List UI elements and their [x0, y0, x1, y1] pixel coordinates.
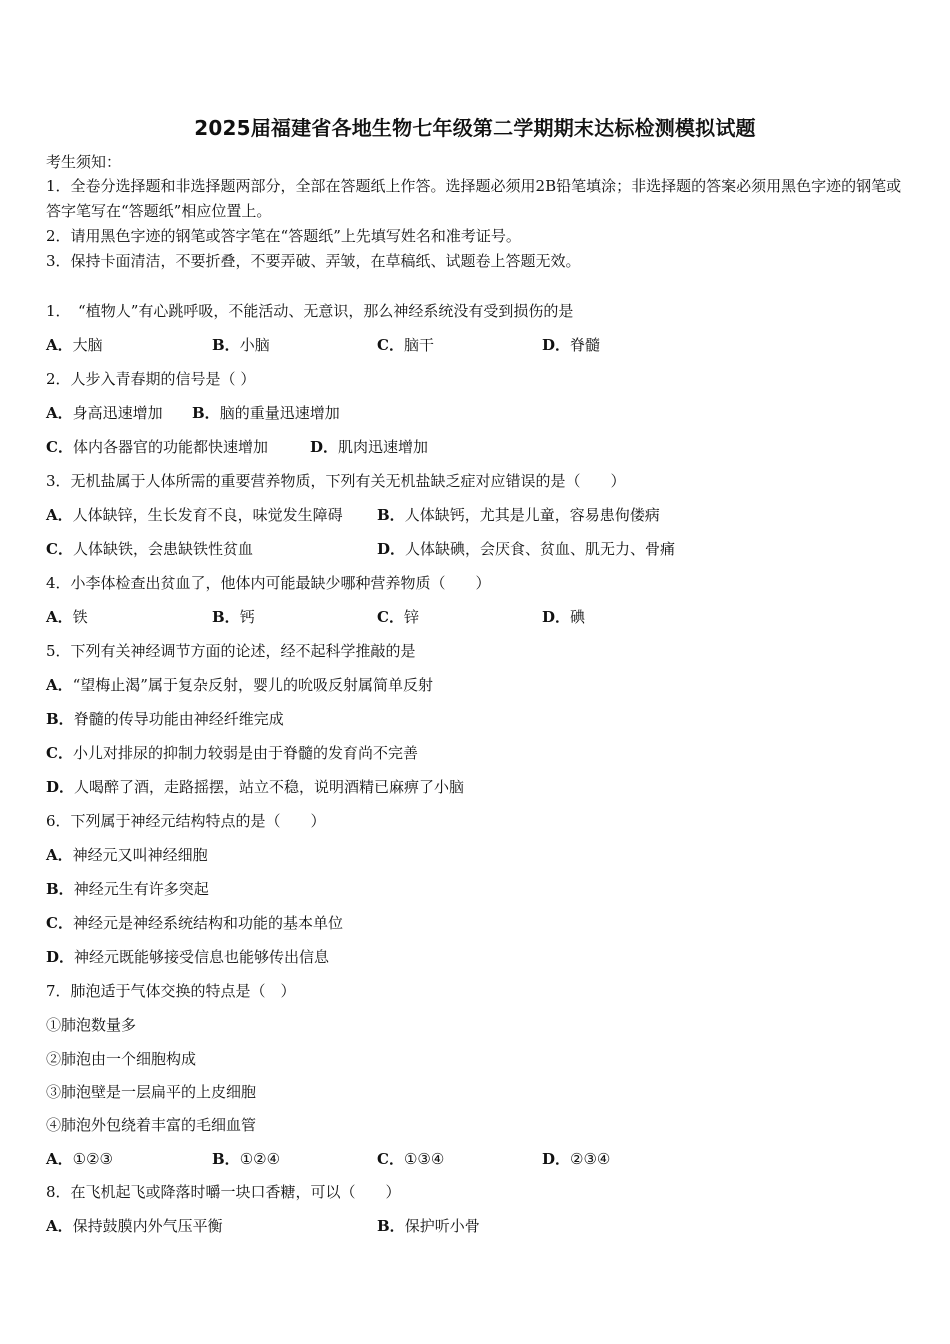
- question-1-option-c[interactable]: [377, 335, 434, 355]
- option-label: A．: [46, 846, 73, 864]
- question-6-option-c[interactable]: [46, 913, 343, 933]
- option-label: B．: [192, 404, 220, 422]
- question-7-option-a[interactable]: [46, 1149, 113, 1169]
- notice-item-3: 3．保持卡面清洁，不要折叠，不要弄破、弄皱，在草稿纸、试题卷上答题无效。: [46, 252, 581, 270]
- option-text: 人体缺锌，生长发育不良，味觉发生障碍: [72, 506, 343, 524]
- question-4-stem: 4．小李体检查出贫血了，他体内可能最缺少哪种营养物质（ ）: [46, 574, 491, 592]
- question-4-option-d[interactable]: [542, 607, 585, 627]
- question-6-stem: 6．下列属于神经元结构特点的是（ ）: [46, 812, 326, 830]
- option-text: 体内各器官的功能都快速增加: [72, 438, 268, 456]
- notice-item-2: 2．请用黑色字迹的钢笔或答字笔在“答题纸”上先填写姓名和准考证号。: [46, 227, 521, 245]
- option-text: 人体缺铁，会患缺铁性贫血: [72, 540, 253, 558]
- option-label: B．: [212, 608, 240, 626]
- question-5-option-d[interactable]: [46, 777, 464, 797]
- option-label: C．: [377, 608, 404, 626]
- question-8-stem: 8．在飞机起飞或降落时嚼一块口香糖，可以（ ）: [46, 1183, 401, 1201]
- question-7-stem: 7．肺泡适于气体交换的特点是（ ）: [46, 982, 296, 1000]
- option-text: 神经元既能够接受信息也能够传出信息: [74, 948, 330, 966]
- option-text: 肌肉迅速增加: [338, 438, 429, 456]
- notice-heading: 考生须知：: [46, 153, 122, 171]
- question-1-stem: 1． “植物人”有心跳呼吸，不能活动、无意识，那么神经系统没有受到损伤的是: [46, 302, 574, 320]
- notice-item-1: 1．全卷分选择题和非选择题两部分，全部在答题纸上作答。选择题必须用2B铅笔填涂；非选择题的答案必须用黑色字迹的钢笔或答字笔写在“答题纸”相应位置上。: [46, 177, 902, 220]
- question-5-stem: 5．下列有关神经调节方面的论述，经不起科学推敲的是: [46, 642, 416, 660]
- option-label: C．: [377, 336, 404, 354]
- option-label: D．: [46, 778, 75, 796]
- option-text: 锌: [403, 608, 419, 626]
- option-text: ①③④: [403, 1150, 445, 1168]
- question-6-option-a[interactable]: [46, 845, 208, 865]
- question-5-option-b[interactable]: [46, 709, 284, 729]
- option-text: 铁: [72, 608, 88, 626]
- question-2-stem: 2．人步入青春期的信号是（ ）: [46, 370, 256, 388]
- option-text: 脊髓: [570, 336, 601, 354]
- option-label: B．: [212, 1150, 240, 1168]
- question-7-statement-1: ①肺泡数量多: [46, 1016, 137, 1034]
- option-label: B．: [377, 506, 405, 524]
- option-text: 神经元是神经系统结构和功能的基本单位: [72, 914, 343, 932]
- option-text: 神经元又叫神经细胞: [72, 846, 208, 864]
- option-text: 大脑: [72, 336, 103, 354]
- option-text: 人体缺碘，会厌食、贫血、肌无力、骨痛: [405, 540, 676, 558]
- option-label: A．: [46, 336, 73, 354]
- option-text: “望梅止渴”属于复杂反射，婴儿的吮吸反射属简单反射: [72, 676, 433, 694]
- question-2-option-c[interactable]: [46, 437, 268, 457]
- question-7-statement-3: ③肺泡壁是一层扁平的上皮细胞: [46, 1083, 257, 1101]
- option-text: 人体缺钙，尤其是儿童，容易患佝偻病: [404, 506, 660, 524]
- page-title: 2025届福建省各地生物七年级第二学期期末达标检测模拟试题: [194, 116, 756, 140]
- question-6-option-d[interactable]: [46, 947, 329, 967]
- option-text: ①②④: [239, 1150, 281, 1168]
- option-label: C．: [46, 744, 73, 762]
- question-7-option-b[interactable]: [212, 1149, 280, 1169]
- option-label: A．: [46, 1150, 73, 1168]
- option-label: D．: [542, 1150, 571, 1168]
- question-3-stem: 3．无机盐属于人体所需的重要营养物质，下列有关无机盐缺乏症对应错误的是（ ）: [46, 472, 626, 490]
- option-label: B．: [46, 710, 74, 728]
- question-6-option-b[interactable]: [46, 879, 209, 899]
- option-label: B．: [212, 336, 240, 354]
- question-1-option-a[interactable]: [46, 335, 103, 355]
- option-label: B．: [377, 1217, 405, 1235]
- question-7-option-d[interactable]: [542, 1149, 610, 1169]
- option-label: A．: [46, 506, 73, 524]
- option-text: 小脑: [239, 336, 270, 354]
- option-label: C．: [377, 1150, 404, 1168]
- option-text: 人喝醉了酒，走路摇摆，站立不稳，说明酒精已麻痹了小脑: [74, 778, 465, 796]
- option-text: 身高迅速增加: [72, 404, 163, 422]
- question-2-option-d[interactable]: [310, 437, 428, 457]
- option-text: 小儿对排尿的抑制力较弱是由于脊髓的发育尚不完善: [72, 744, 418, 762]
- question-4-option-c[interactable]: [377, 607, 419, 627]
- option-label: A．: [46, 1217, 73, 1235]
- option-label: D．: [377, 540, 406, 558]
- option-label: B．: [46, 880, 74, 898]
- question-3-option-c[interactable]: [46, 539, 253, 559]
- question-5-option-c[interactable]: [46, 743, 418, 763]
- question-7-statement-2: ②肺泡由一个细胞构成: [46, 1050, 197, 1068]
- question-4-option-a[interactable]: [46, 607, 88, 627]
- option-text: ①②③: [72, 1150, 113, 1168]
- option-label: D．: [46, 948, 75, 966]
- option-text: 钙: [239, 608, 255, 626]
- question-8-option-b[interactable]: [377, 1216, 480, 1236]
- option-label: A．: [46, 608, 73, 626]
- option-text: 脑的重量迅速增加: [219, 404, 340, 422]
- option-label: C．: [46, 540, 73, 558]
- question-3-option-b[interactable]: [377, 505, 660, 525]
- question-7-option-c[interactable]: [377, 1149, 444, 1169]
- question-8-option-a[interactable]: [46, 1216, 223, 1236]
- question-5-option-a[interactable]: [46, 675, 433, 695]
- option-label: C．: [46, 914, 73, 932]
- option-label: A．: [46, 676, 73, 694]
- option-text: 脑干: [403, 336, 434, 354]
- question-4-option-b[interactable]: [212, 607, 255, 627]
- question-3-option-d[interactable]: [377, 539, 675, 559]
- question-1-option-d[interactable]: [542, 335, 600, 355]
- option-text: 保护听小骨: [404, 1217, 480, 1235]
- option-label: D．: [542, 336, 571, 354]
- option-text: ②③④: [570, 1150, 611, 1168]
- option-text: 保持鼓膜内外气压平衡: [72, 1217, 223, 1235]
- option-label: A．: [46, 404, 73, 422]
- question-2-option-b[interactable]: [192, 403, 340, 423]
- option-label: D．: [310, 438, 339, 456]
- question-3-option-a[interactable]: [46, 505, 343, 525]
- option-text: 脊髓的传导功能由神经纤维完成: [73, 710, 284, 728]
- question-2-option-a[interactable]: [46, 403, 163, 423]
- question-1-option-b[interactable]: [212, 335, 270, 355]
- question-7-statement-4: ④肺泡外包绕着丰富的毛细血管: [46, 1116, 257, 1134]
- option-text: 神经元生有许多突起: [73, 880, 209, 898]
- option-text: 碘: [570, 608, 586, 626]
- option-label: C．: [46, 438, 73, 456]
- option-label: D．: [542, 608, 571, 626]
